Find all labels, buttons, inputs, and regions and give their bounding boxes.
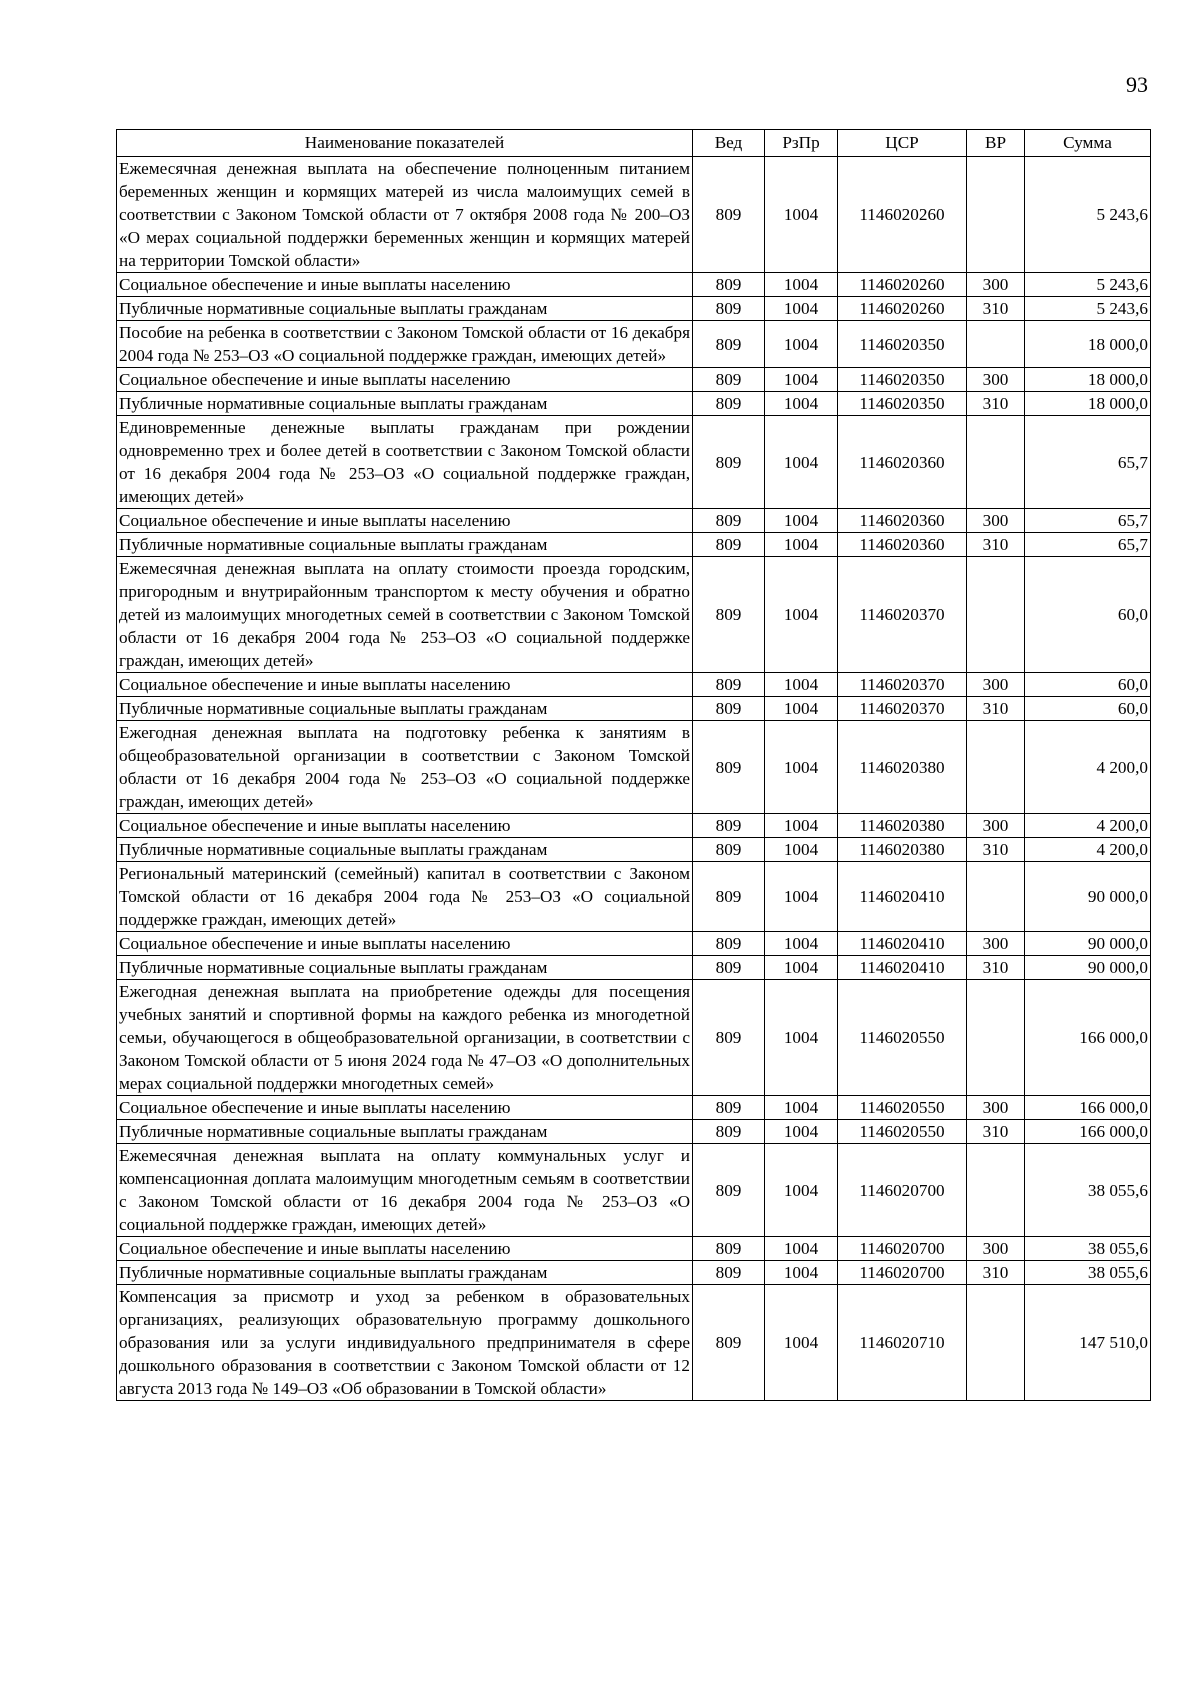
row-rzpr: 1004 [765,980,838,1096]
row-csr: 1146020410 [838,862,967,932]
row-csr: 1146020360 [838,416,967,509]
row-sum: 5 243,6 [1025,297,1151,321]
row-sum: 5 243,6 [1025,157,1151,273]
row-vr: 300 [967,1237,1025,1261]
row-csr: 1146020350 [838,368,967,392]
row-ved: 809 [693,1285,765,1401]
row-vr: 300 [967,814,1025,838]
row-csr: 1146020710 [838,1285,967,1401]
row-ved: 809 [693,157,765,273]
row-sum: 65,7 [1025,416,1151,509]
row-vr: 310 [967,956,1025,980]
row-rzpr: 1004 [765,838,838,862]
table-row [117,697,1151,721]
row-sum: 90 000,0 [1025,862,1151,932]
table-row [117,273,1151,297]
row-rzpr: 1004 [765,416,838,509]
row-rzpr: 1004 [765,392,838,416]
row-name: Социальное обеспечение и иные выплаты населению [117,273,693,297]
row-ved: 809 [693,533,765,557]
row-ved: 809 [693,1144,765,1237]
table-body [117,157,1151,1401]
table-row [117,297,1151,321]
row-rzpr: 1004 [765,533,838,557]
row-rzpr: 1004 [765,368,838,392]
row-csr: 1146020700 [838,1237,967,1261]
row-vr [967,321,1025,368]
row-sum: 166 000,0 [1025,1120,1151,1144]
row-ved: 809 [693,273,765,297]
row-name: Публичные нормативные социальные выплаты гражданам [117,297,693,321]
row-rzpr: 1004 [765,697,838,721]
row-ved: 809 [693,416,765,509]
row-vr [967,1144,1025,1237]
row-name: Ежегодная денежная выплата на приобретение одежды для посещения учебных занятий и спортивной формы на каждого ребенка из многодетной семьи, обучающегося в общеобразовательной организации, в соответствии с Законом Томской области от 5 июня 2024 года № 47–ОЗ «О дополнительных мерах социальной поддержки многодетных семей» [117,980,693,1096]
table-row [117,721,1151,814]
row-sum: 60,0 [1025,557,1151,673]
row-vr: 310 [967,838,1025,862]
row-rzpr: 1004 [765,273,838,297]
row-csr: 1146020380 [838,814,967,838]
row-vr: 310 [967,1120,1025,1144]
row-sum: 60,0 [1025,697,1151,721]
row-sum: 90 000,0 [1025,932,1151,956]
row-sum: 38 055,6 [1025,1237,1151,1261]
row-csr: 1146020260 [838,157,967,273]
row-vr: 300 [967,673,1025,697]
row-ved: 809 [693,509,765,533]
table-row [117,1261,1151,1285]
table-row [117,557,1151,673]
row-sum: 90 000,0 [1025,956,1151,980]
row-rzpr: 1004 [765,321,838,368]
row-ved: 809 [693,297,765,321]
row-vr: 310 [967,297,1025,321]
table-row [117,321,1151,368]
row-ved: 809 [693,721,765,814]
row-ved: 809 [693,1237,765,1261]
row-ved: 809 [693,1120,765,1144]
row-name: Социальное обеспечение и иные выплаты населению [117,1237,693,1261]
row-rzpr: 1004 [765,1237,838,1261]
row-vr [967,980,1025,1096]
table-row [117,1120,1151,1144]
row-ved: 809 [693,673,765,697]
row-sum: 65,7 [1025,509,1151,533]
table-row [117,673,1151,697]
row-ved: 809 [693,557,765,673]
table-row [117,368,1151,392]
header-row [117,130,1151,157]
row-sum: 18 000,0 [1025,368,1151,392]
table-row [117,416,1151,509]
row-sum: 147 510,0 [1025,1285,1151,1401]
row-ved: 809 [693,814,765,838]
table-row [117,862,1151,932]
row-name: Социальное обеспечение и иные выплаты населению [117,509,693,533]
row-name: Ежемесячная денежная выплата на оплату коммунальных услуг и компенсационная доплата малоимущим многодетным семьям в соответствии с Законом Томской области от 16 декабря 2004 года № 253–ОЗ «О социальной поддержке граждан, имеющих детей» [117,1144,693,1237]
row-vr: 300 [967,273,1025,297]
row-csr: 1146020360 [838,533,967,557]
row-name: Единовременные денежные выплаты гражданам при рождении одновременно трех и более детей в соответствии с Законом Томской области от 16 декабря 2004 года № 253–ОЗ «О социальной поддержке граждан, имеющих детей» [117,416,693,509]
row-csr: 1146020370 [838,697,967,721]
table-row [117,980,1151,1096]
row-sum: 166 000,0 [1025,980,1151,1096]
header-name: Наименование показателей [117,130,693,157]
row-name: Ежегодная денежная выплата на подготовку ребенка к занятиям в общеобразовательной организации в соответствии с Законом Томской области от 16 декабря 2004 года № 253–ОЗ «О социальной поддержке граждан, имеющих детей» [117,721,693,814]
header-csr: ЦСР [838,130,967,157]
row-vr: 300 [967,368,1025,392]
row-sum: 5 243,6 [1025,273,1151,297]
page-number: 93 [1126,72,1148,97]
row-csr: 1146020370 [838,673,967,697]
table-row [117,1285,1151,1401]
row-sum: 4 200,0 [1025,838,1151,862]
row-name: Ежемесячная денежная выплата на оплату стоимости проезда городским, пригородным и внутрирайонным транспортом к месту обучения и обратно детей из малоимущих многодетных семей в соответствии с Законом Томской области от 16 декабря 2004 года № 253–ОЗ «О социальной поддержке граждан, имеющих детей» [117,557,693,673]
row-csr: 1146020550 [838,980,967,1096]
row-sum: 18 000,0 [1025,321,1151,368]
row-rzpr: 1004 [765,157,838,273]
row-vr: 300 [967,509,1025,533]
row-vr [967,721,1025,814]
row-name: Публичные нормативные социальные выплаты гражданам [117,1261,693,1285]
row-ved: 809 [693,368,765,392]
row-rzpr: 1004 [765,1096,838,1120]
row-name: Социальное обеспечение и иные выплаты населению [117,932,693,956]
row-csr: 1146020410 [838,956,967,980]
row-csr: 1146020700 [838,1144,967,1237]
row-ved: 809 [693,697,765,721]
row-vr: 310 [967,392,1025,416]
row-vr: 310 [967,697,1025,721]
row-csr: 1146020260 [838,273,967,297]
row-rzpr: 1004 [765,1144,838,1237]
row-csr: 1146020380 [838,838,967,862]
row-ved: 809 [693,392,765,416]
row-rzpr: 1004 [765,557,838,673]
row-rzpr: 1004 [765,1285,838,1401]
row-name: Социальное обеспечение и иные выплаты населению [117,1096,693,1120]
header-ved: Вед [693,130,765,157]
row-rzpr: 1004 [765,297,838,321]
row-name: Публичные нормативные социальные выплаты гражданам [117,838,693,862]
row-csr: 1146020550 [838,1120,967,1144]
row-csr: 1146020260 [838,297,967,321]
row-sum: 65,7 [1025,533,1151,557]
row-rzpr: 1004 [765,673,838,697]
row-sum: 4 200,0 [1025,814,1151,838]
row-rzpr: 1004 [765,862,838,932]
row-name: Социальное обеспечение и иные выплаты населению [117,814,693,838]
header-vr: ВР [967,130,1025,157]
table-row [117,533,1151,557]
row-vr: 300 [967,932,1025,956]
row-sum: 18 000,0 [1025,392,1151,416]
row-ved: 809 [693,838,765,862]
row-name: Социальное обеспечение и иные выплаты населению [117,368,693,392]
table-row [117,814,1151,838]
row-name: Публичные нормативные социальные выплаты гражданам [117,392,693,416]
table-row [117,1144,1151,1237]
row-name: Публичные нормативные социальные выплаты гражданам [117,697,693,721]
row-csr: 1146020550 [838,1096,967,1120]
row-ved: 809 [693,980,765,1096]
row-rzpr: 1004 [765,814,838,838]
row-vr: 300 [967,1096,1025,1120]
row-vr: 310 [967,1261,1025,1285]
table-row [117,956,1151,980]
row-csr: 1146020350 [838,392,967,416]
row-vr [967,1285,1025,1401]
row-name: Публичные нормативные социальные выплаты гражданам [117,956,693,980]
row-rzpr: 1004 [765,509,838,533]
row-ved: 809 [693,1096,765,1120]
row-vr [967,862,1025,932]
table-row [117,157,1151,273]
row-sum: 38 055,6 [1025,1261,1151,1285]
table-row [117,838,1151,862]
row-csr: 1146020350 [838,321,967,368]
row-name: Пособие на ребенка в соответствии с Законом Томской области от 16 декабря 2004 года № 253–ОЗ «О социальной поддержке граждан, имеющих детей» [117,321,693,368]
row-vr [967,557,1025,673]
row-name: Компенсация за присмотр и уход за ребенком в образовательных организациях, реализующих образовательную программу дошкольного образования или за услуги индивидуального предпринимателя в сфере дошкольного образования в соответствии с Законом Томской области от 12 августа 2013 года № 149–ОЗ «Об образовании в Томской области» [117,1285,693,1401]
row-rzpr: 1004 [765,956,838,980]
table-row [117,392,1151,416]
row-csr: 1146020700 [838,1261,967,1285]
row-name: Публичные нормативные социальные выплаты гражданам [117,533,693,557]
row-ved: 809 [693,956,765,980]
budget-table [116,129,1151,1401]
row-ved: 809 [693,862,765,932]
table-row [117,509,1151,533]
row-name: Публичные нормативные социальные выплаты гражданам [117,1120,693,1144]
row-sum: 60,0 [1025,673,1151,697]
row-csr: 1146020370 [838,557,967,673]
row-csr: 1146020380 [838,721,967,814]
row-name: Ежемесячная денежная выплата на обеспечение полноценным питанием беременных женщин и кормящих матерей из числа малоимущих семей в соответствии с Законом Томской области от 7 октября 2008 года № 200–ОЗ «О мерах социальной поддержки беременных женщин и кормящих матерей на территории Томской области» [117,157,693,273]
row-vr [967,157,1025,273]
row-name: Региональный материнский (семейный) капитал в соответствии с Законом Томской области от 16 декабря 2004 года № 253–ОЗ «О социальной поддержке граждан, имеющих детей» [117,862,693,932]
row-ved: 809 [693,1261,765,1285]
row-csr: 1146020410 [838,932,967,956]
row-sum: 166 000,0 [1025,1096,1151,1120]
row-rzpr: 1004 [765,932,838,956]
row-rzpr: 1004 [765,721,838,814]
table-header [117,130,1151,157]
header-sum: Сумма [1025,130,1151,157]
row-ved: 809 [693,321,765,368]
table-row [117,1096,1151,1120]
row-name: Социальное обеспечение и иные выплаты населению [117,673,693,697]
row-sum: 4 200,0 [1025,721,1151,814]
row-vr: 310 [967,533,1025,557]
table-row [117,1237,1151,1261]
row-rzpr: 1004 [765,1120,838,1144]
row-sum: 38 055,6 [1025,1144,1151,1237]
row-csr: 1146020360 [838,509,967,533]
row-ved: 809 [693,932,765,956]
table-row [117,932,1151,956]
header-rzpr: РзПр [765,130,838,157]
row-rzpr: 1004 [765,1261,838,1285]
row-vr [967,416,1025,509]
